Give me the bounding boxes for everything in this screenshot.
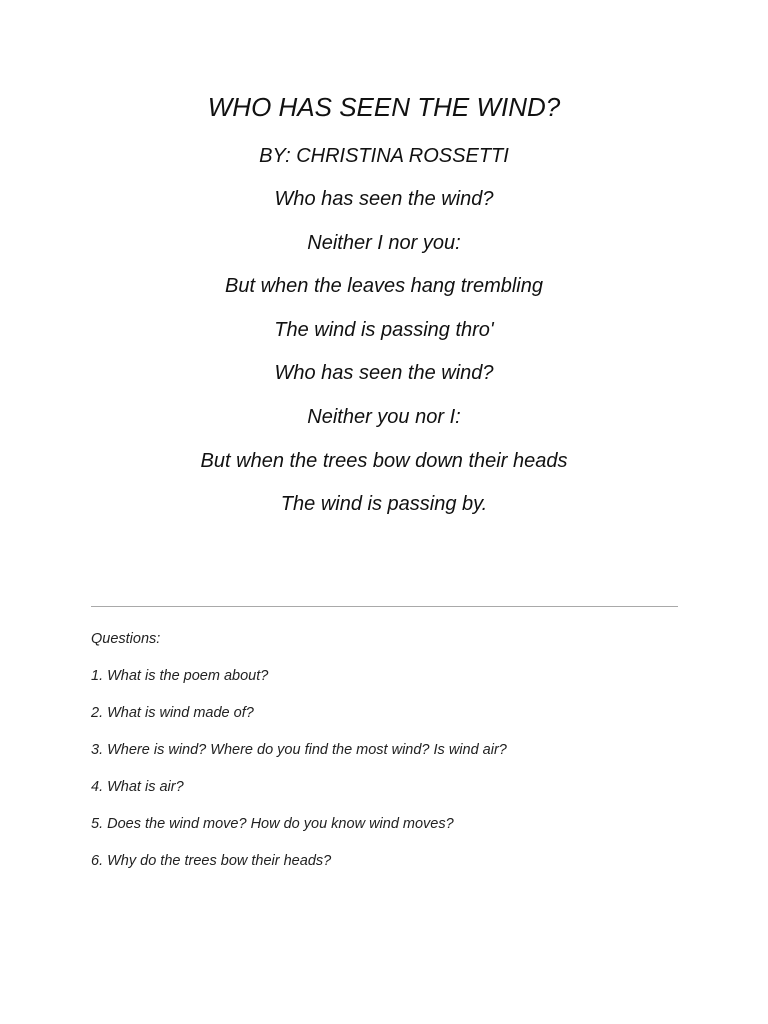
poem-line: Neither I nor you: [307,231,461,254]
poem-title: WHO HAS SEEN THE WIND? [207,92,561,122]
question-item: 5. Does the wind move? How do you know wind moves? [91,816,454,832]
question-item: 1. What is the poem about? [91,668,269,684]
poem-line: But when the trees bow down their heads [200,449,568,472]
question-item: 3. Where is wind? Where do you find the most wind? Is wind air? [91,742,507,758]
questions-heading: Questions: [91,631,161,647]
poem-line: The wind is passing thro' [274,318,494,341]
poem-line: Neither you nor I: [307,405,461,428]
question-item: 4. What is air? [91,779,184,795]
poem-body [0,185,768,534]
poem-line: The wind is passing by. [280,493,488,516]
section-divider [91,606,678,607]
poem-line: Who has seen the wind? [274,188,494,210]
questions-list [91,666,691,888]
poem-author: BY: CHRISTINA ROSSETTI [259,145,509,167]
poem-line: But when the leaves hang trembling [225,275,543,298]
question-item: 2. What is wind made of? [91,705,254,721]
poem-line: Who has seen the wind? [274,362,494,385]
question-item: 6. Why do the trees bow their heads? [91,853,332,869]
